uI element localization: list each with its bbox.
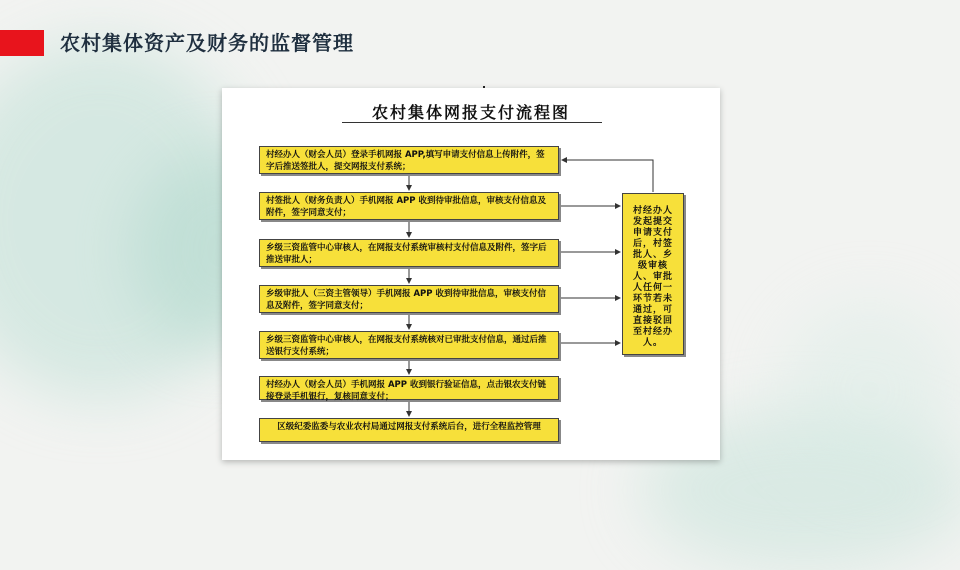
rejection-note: 村经办人发起提交申请支付后，村签批人、乡级审核人、审批人任何一环节若未通过，可直接驳回至村经办人。 bbox=[622, 193, 684, 355]
flow-step-3: 乡级三资监管中心审核人，在网报支付系统审核村支付信息及附件，签字后推送审批人； bbox=[259, 239, 559, 267]
flow-step-7: 区级纪委监委与农业农村局通过网报支付系统后台，进行全程监控管理 bbox=[259, 418, 559, 442]
flow-step-6: 村经办人（财会人员）手机网报 APP 收到银行验证信息，点击银农支付链接登录手机银行，复核同意支付； bbox=[259, 376, 559, 400]
flow-step-1: 村经办人（财会人员）登录手机网报 APP,填写申请支付信息上传附件，签字后推送签批人，提交网报支付系统； bbox=[259, 146, 559, 174]
return-arrow bbox=[562, 160, 653, 192]
flow-step-4: 乡级审批人（三资主管领导）手机网报 APP 收到待审批信息，审核支付信息及附件，签字同意支付； bbox=[259, 285, 559, 313]
watercolor-wash bbox=[780, 300, 960, 480]
flow-step-2: 村签批人（财务负责人）手机网报 APP 收到待审批信息，审核支付信息及附件，签字同意支付； bbox=[259, 192, 559, 220]
title-accent-bar bbox=[0, 30, 44, 56]
page-title: 农村集体资产及财务的监督管理 bbox=[60, 31, 354, 55]
flowchart-image bbox=[222, 88, 720, 460]
flow-step-5: 乡级三资监管中心审核人，在网报支付系统核对已审批支付信息，通过后推送银行支付系统； bbox=[259, 331, 559, 359]
flowchart-title: 农村集体网报支付流程图 bbox=[371, 103, 570, 122]
title-underline bbox=[342, 122, 602, 123]
